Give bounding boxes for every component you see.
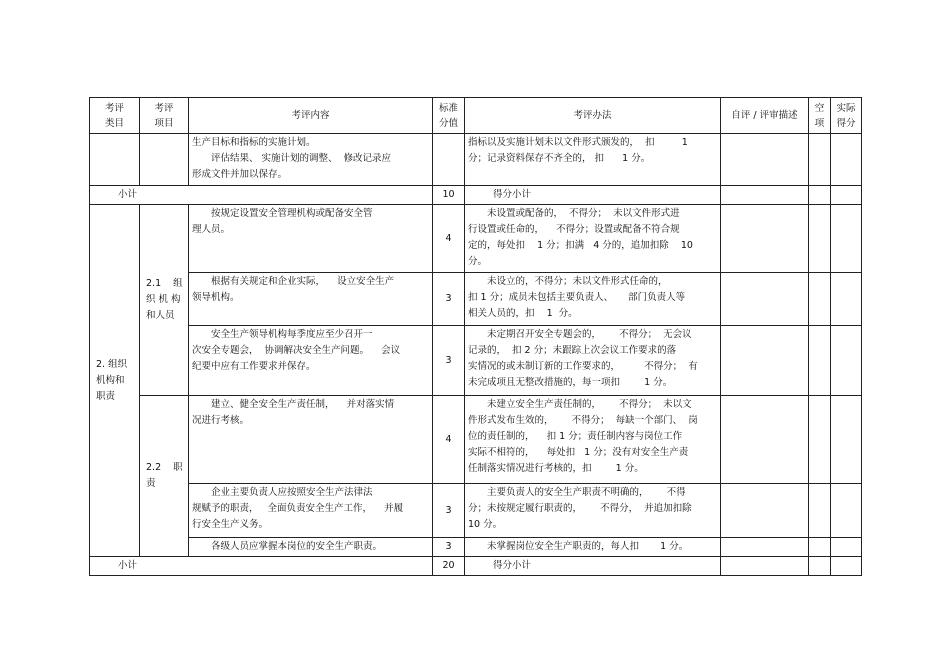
empty-item-cell bbox=[809, 396, 831, 484]
empty-item-cell bbox=[809, 538, 831, 557]
actual-score-cell bbox=[831, 205, 862, 273]
method-cell: 未设置或配备的， 不得分； 未以文件形式进 行设置或任命的， 不得分；设置或配备不符合规 定的，每处扣 1 分；扣满 4 分的，追加扣除 10 分。 bbox=[465, 205, 721, 273]
content-cell: 安全生产领导机构每季度应至少召开一 次安全专题会， 协调解决安全生产问题。 会议 纪要中应有工作要求并保存。 bbox=[189, 326, 433, 396]
header-category: 考评 类目 bbox=[90, 98, 140, 134]
actual-score-cell bbox=[831, 326, 862, 396]
score-cell: 3 bbox=[433, 273, 465, 326]
score-cell: 3 bbox=[433, 538, 465, 557]
score-cell bbox=[433, 134, 465, 186]
subtotal-method: 得分小计 bbox=[465, 557, 721, 576]
header-content: 考评内容 bbox=[189, 98, 433, 134]
actual-score-cell bbox=[831, 484, 862, 538]
item-cell: 2.2 职 责 bbox=[140, 396, 189, 557]
blank-cell bbox=[140, 134, 189, 186]
self-eval-cell bbox=[721, 273, 809, 326]
self-eval-cell bbox=[721, 538, 809, 557]
empty-item-cell bbox=[809, 273, 831, 326]
content-cell: 建立、健全安全生产责任制， 并对落实情 况进行考核。 bbox=[189, 396, 433, 484]
content-cell: 根据有关规定和企业实际， 设立安全生产 领导机构。 bbox=[189, 273, 433, 326]
subtotal-label: 小计 bbox=[90, 186, 433, 205]
subtotal-row bbox=[90, 186, 862, 205]
self-eval-cell bbox=[721, 205, 809, 273]
self-eval-cell bbox=[721, 186, 809, 205]
method-cell: 指标以及实施计划未以文件形式颁发的， 扣 1 分；记录资料保存不齐全的， 扣 1 分。 bbox=[465, 134, 721, 186]
content-cell: 按规定设置安全管理机构或配备安全管 理人员。 bbox=[189, 205, 433, 273]
empty-item-cell bbox=[809, 557, 831, 576]
table-row bbox=[90, 538, 862, 557]
actual-score-cell bbox=[831, 557, 862, 576]
method-cell: 主要负责人的安全生产职责不明确的， 不得 分；未按规定履行职责的， 不得分， 并追加扣除 10 分。 bbox=[465, 484, 721, 538]
category-cell: 2. 组织 机构和 职责 bbox=[90, 205, 140, 557]
header-score: 标准 分值 bbox=[433, 98, 465, 134]
header-row bbox=[90, 98, 862, 134]
subtotal-method: 得分小计 bbox=[465, 186, 721, 205]
table-row bbox=[90, 273, 862, 326]
header-self-eval: 自评 / 评审描述 bbox=[721, 98, 809, 134]
header-empty-item: 空 项 bbox=[809, 98, 831, 134]
actual-score-cell bbox=[831, 538, 862, 557]
blank-cell bbox=[90, 134, 140, 186]
method-cell: 未掌握岗位安全生产职责的，每人扣 1 分。 bbox=[465, 538, 721, 557]
method-cell: 未设立的，不得分；未以文件形式任命的， 扣 1 分；成员未包括主要负责人、 部门负责人等 相关人员的，扣 1 分。 bbox=[465, 273, 721, 326]
table-row bbox=[90, 326, 862, 396]
table-row bbox=[90, 205, 862, 273]
self-eval-cell bbox=[721, 484, 809, 538]
content-cell: 生产目标和指标的实施计划。 评估结果、 实施计划的调整、 修改记录应 形成文件并加以保存。 bbox=[189, 134, 433, 186]
empty-item-cell bbox=[809, 134, 831, 186]
table-row bbox=[90, 396, 862, 484]
self-eval-cell bbox=[721, 557, 809, 576]
header-method: 考评办法 bbox=[465, 98, 721, 134]
empty-item-cell bbox=[809, 484, 831, 538]
self-eval-cell bbox=[721, 134, 809, 186]
method-cell: 未建立安全生产责任制的， 不得分； 未以文 件形式发布生效的， 不得分； 每缺一个部门、 岗 位的责任制的， 扣 1 分；责任制内容与岗位工作 实际不相符的， 每处扣 1 分；没有对安全生产责 任制落实情况进行考核的，扣 1 分。 bbox=[465, 396, 721, 484]
actual-score-cell bbox=[831, 134, 862, 186]
empty-item-cell bbox=[809, 186, 831, 205]
score-cell: 3 bbox=[433, 326, 465, 396]
empty-item-cell bbox=[809, 326, 831, 396]
score-cell: 3 bbox=[433, 484, 465, 538]
actual-score-cell bbox=[831, 186, 862, 205]
actual-score-cell bbox=[831, 396, 862, 484]
subtotal-score: 10 bbox=[433, 186, 465, 205]
method-cell: 未定期召开安全专题会的， 不得分； 无会议 记录的， 扣 2 分；未跟踪上次会议工作要求的落 实情况的或未制订新的工作要求的， 不得分； 有 未完成项且无整改措施的，每一项扣 1 分。 bbox=[465, 326, 721, 396]
item-cell: 2.1 组 织 机 构 和人员 bbox=[140, 205, 189, 396]
self-eval-cell bbox=[721, 326, 809, 396]
empty-item-cell bbox=[809, 205, 831, 273]
content-cell: 企业主要负责人应按照安全生产法律法 规赋予的职责， 全面负责安全生产工作， 并履 行安全生产义务。 bbox=[189, 484, 433, 538]
score-cell: 4 bbox=[433, 396, 465, 484]
content-cell: 各级人员应掌握本岗位的安全生产职责。 bbox=[189, 538, 433, 557]
header-item: 考评 项目 bbox=[140, 98, 189, 134]
evaluation-table bbox=[89, 97, 862, 576]
subtotal-score: 20 bbox=[433, 557, 465, 576]
table-row bbox=[90, 134, 862, 186]
score-cell: 4 bbox=[433, 205, 465, 273]
subtotal-row bbox=[90, 557, 862, 576]
subtotal-label: 小计 bbox=[90, 557, 433, 576]
self-eval-cell bbox=[721, 396, 809, 484]
table-row bbox=[90, 484, 862, 538]
header-actual-score: 实际 得分 bbox=[831, 98, 862, 134]
actual-score-cell bbox=[831, 273, 862, 326]
